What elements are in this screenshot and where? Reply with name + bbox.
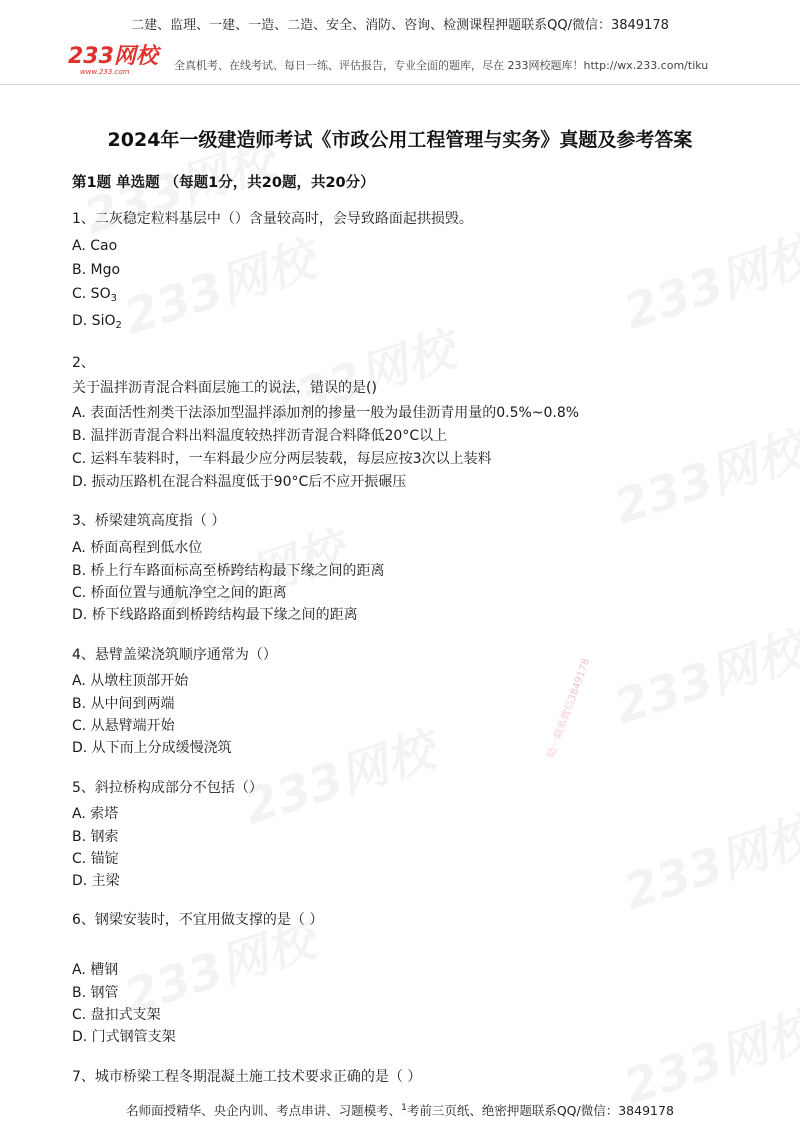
question-number: 2、 xyxy=(72,355,95,371)
option: B. 从中间到两端 xyxy=(72,696,175,712)
question-stem: 7、城市桥梁工程冬期混凝土施工技术要求正确的是（ ） xyxy=(72,1069,422,1085)
watermark xyxy=(114,221,322,347)
option: B. 钢管 xyxy=(72,985,119,1001)
option: A. 桥面高程到低水位 xyxy=(72,540,203,556)
option-text: C. SO xyxy=(72,286,111,302)
option: D. 桥下线路路面到桥跨结构最下缘之间的距离 xyxy=(72,607,358,623)
option: A. 槽钢 xyxy=(72,962,119,978)
question-stem: 1、二灰稳定粒料基层中（）含量较高时，会导致路面起拱损毁。 xyxy=(72,211,473,227)
option: A. 表面活性剂类干法添加型温拌添加剂的掺量一般为最佳沥青用量的0.5%~0.8% xyxy=(72,405,580,421)
page-number: 1 xyxy=(401,1102,407,1113)
page-footer xyxy=(0,1101,800,1119)
option: D. 振动压路机在混合料温度低于90°C后不应开振碾压 xyxy=(72,474,407,490)
top-banner: 二建、监理、一建、一造、二造、安全、消防、咨询、检测课程押题联系QQ/微信：3849178 xyxy=(131,18,669,33)
logo-url: www.233.com xyxy=(80,68,130,76)
watermark xyxy=(614,796,800,922)
option: C. 盘扣式支架 xyxy=(72,1007,161,1023)
option: C. 运料车装料时，一车料最少应分两层装载，每层应按3次以上装料 xyxy=(72,451,492,467)
subscript: 2 xyxy=(115,320,122,331)
option: B. 桥上行车路面标高至桥跨结构最下缘之间的距离 xyxy=(72,563,385,579)
subscript: 3 xyxy=(110,293,117,304)
option: A. 索塔 xyxy=(72,806,119,822)
question-stem: 5、斜拉桥构成部分不包括（） xyxy=(72,780,263,796)
logo-mark: 233网校 xyxy=(68,44,158,69)
option: C. 锚锭 xyxy=(72,851,119,867)
option: D. 从下而上分成缓慢浇筑 xyxy=(72,740,232,756)
option: A. 从墩柱顶部开始 xyxy=(72,673,189,689)
question-stem: 关于温拌沥青混合料面层施工的说法，错误的是() xyxy=(72,380,377,396)
header-tagline: 全真机考、在线考试、每日一练、评估报告，专业全面的题库，尽在 233网校题库！http://wx.233.com/tiku xyxy=(174,59,709,72)
watermark xyxy=(604,411,800,537)
watermark xyxy=(234,711,442,837)
option: B. 温拌沥青混合料出料温度较热拌沥青混合料降低20°C以上 xyxy=(72,428,448,444)
footer-right: 考前三页纸、绝密押题联系QQ/微信：3849178 xyxy=(406,1103,674,1118)
option: A. Cao xyxy=(72,238,118,254)
option: C. 从悬臂端开始 xyxy=(72,718,175,734)
watermark xyxy=(614,991,800,1117)
logo xyxy=(68,46,168,82)
watermark xyxy=(604,611,800,737)
document-title: 2024年一级建造师考试《市政公用工程管理与实务》真题及参考答案 xyxy=(107,129,693,151)
option: C. 桥面位置与通航净空之间的距离 xyxy=(72,585,287,601)
watermark xyxy=(614,216,800,342)
footer-left: 名师面授精华、央企内训、考点串讲、习题模考、 xyxy=(126,1103,402,1118)
page-header xyxy=(0,40,800,85)
question-stem: 6、钢梁安装时，不宜用做支撑的是（ ） xyxy=(72,912,324,928)
question-stem: 4、悬臂盖梁浇筑顺序通常为（） xyxy=(72,647,277,663)
side-watermark: 哈一联系微信3849178 xyxy=(546,657,593,760)
option: B. 钢索 xyxy=(72,829,119,845)
option: D. 门式钢管支架 xyxy=(72,1029,176,1045)
option xyxy=(72,312,122,335)
section-heading: 第1题 单选题 （每题1分，共20题，共20分） xyxy=(72,175,375,191)
question-stem: 3、桥梁建筑高度指（ ） xyxy=(72,513,226,529)
option: D. 主梁 xyxy=(72,873,120,889)
option xyxy=(72,285,117,308)
option-text: D. SiO xyxy=(72,313,116,329)
option: B. Mgo xyxy=(72,262,121,278)
